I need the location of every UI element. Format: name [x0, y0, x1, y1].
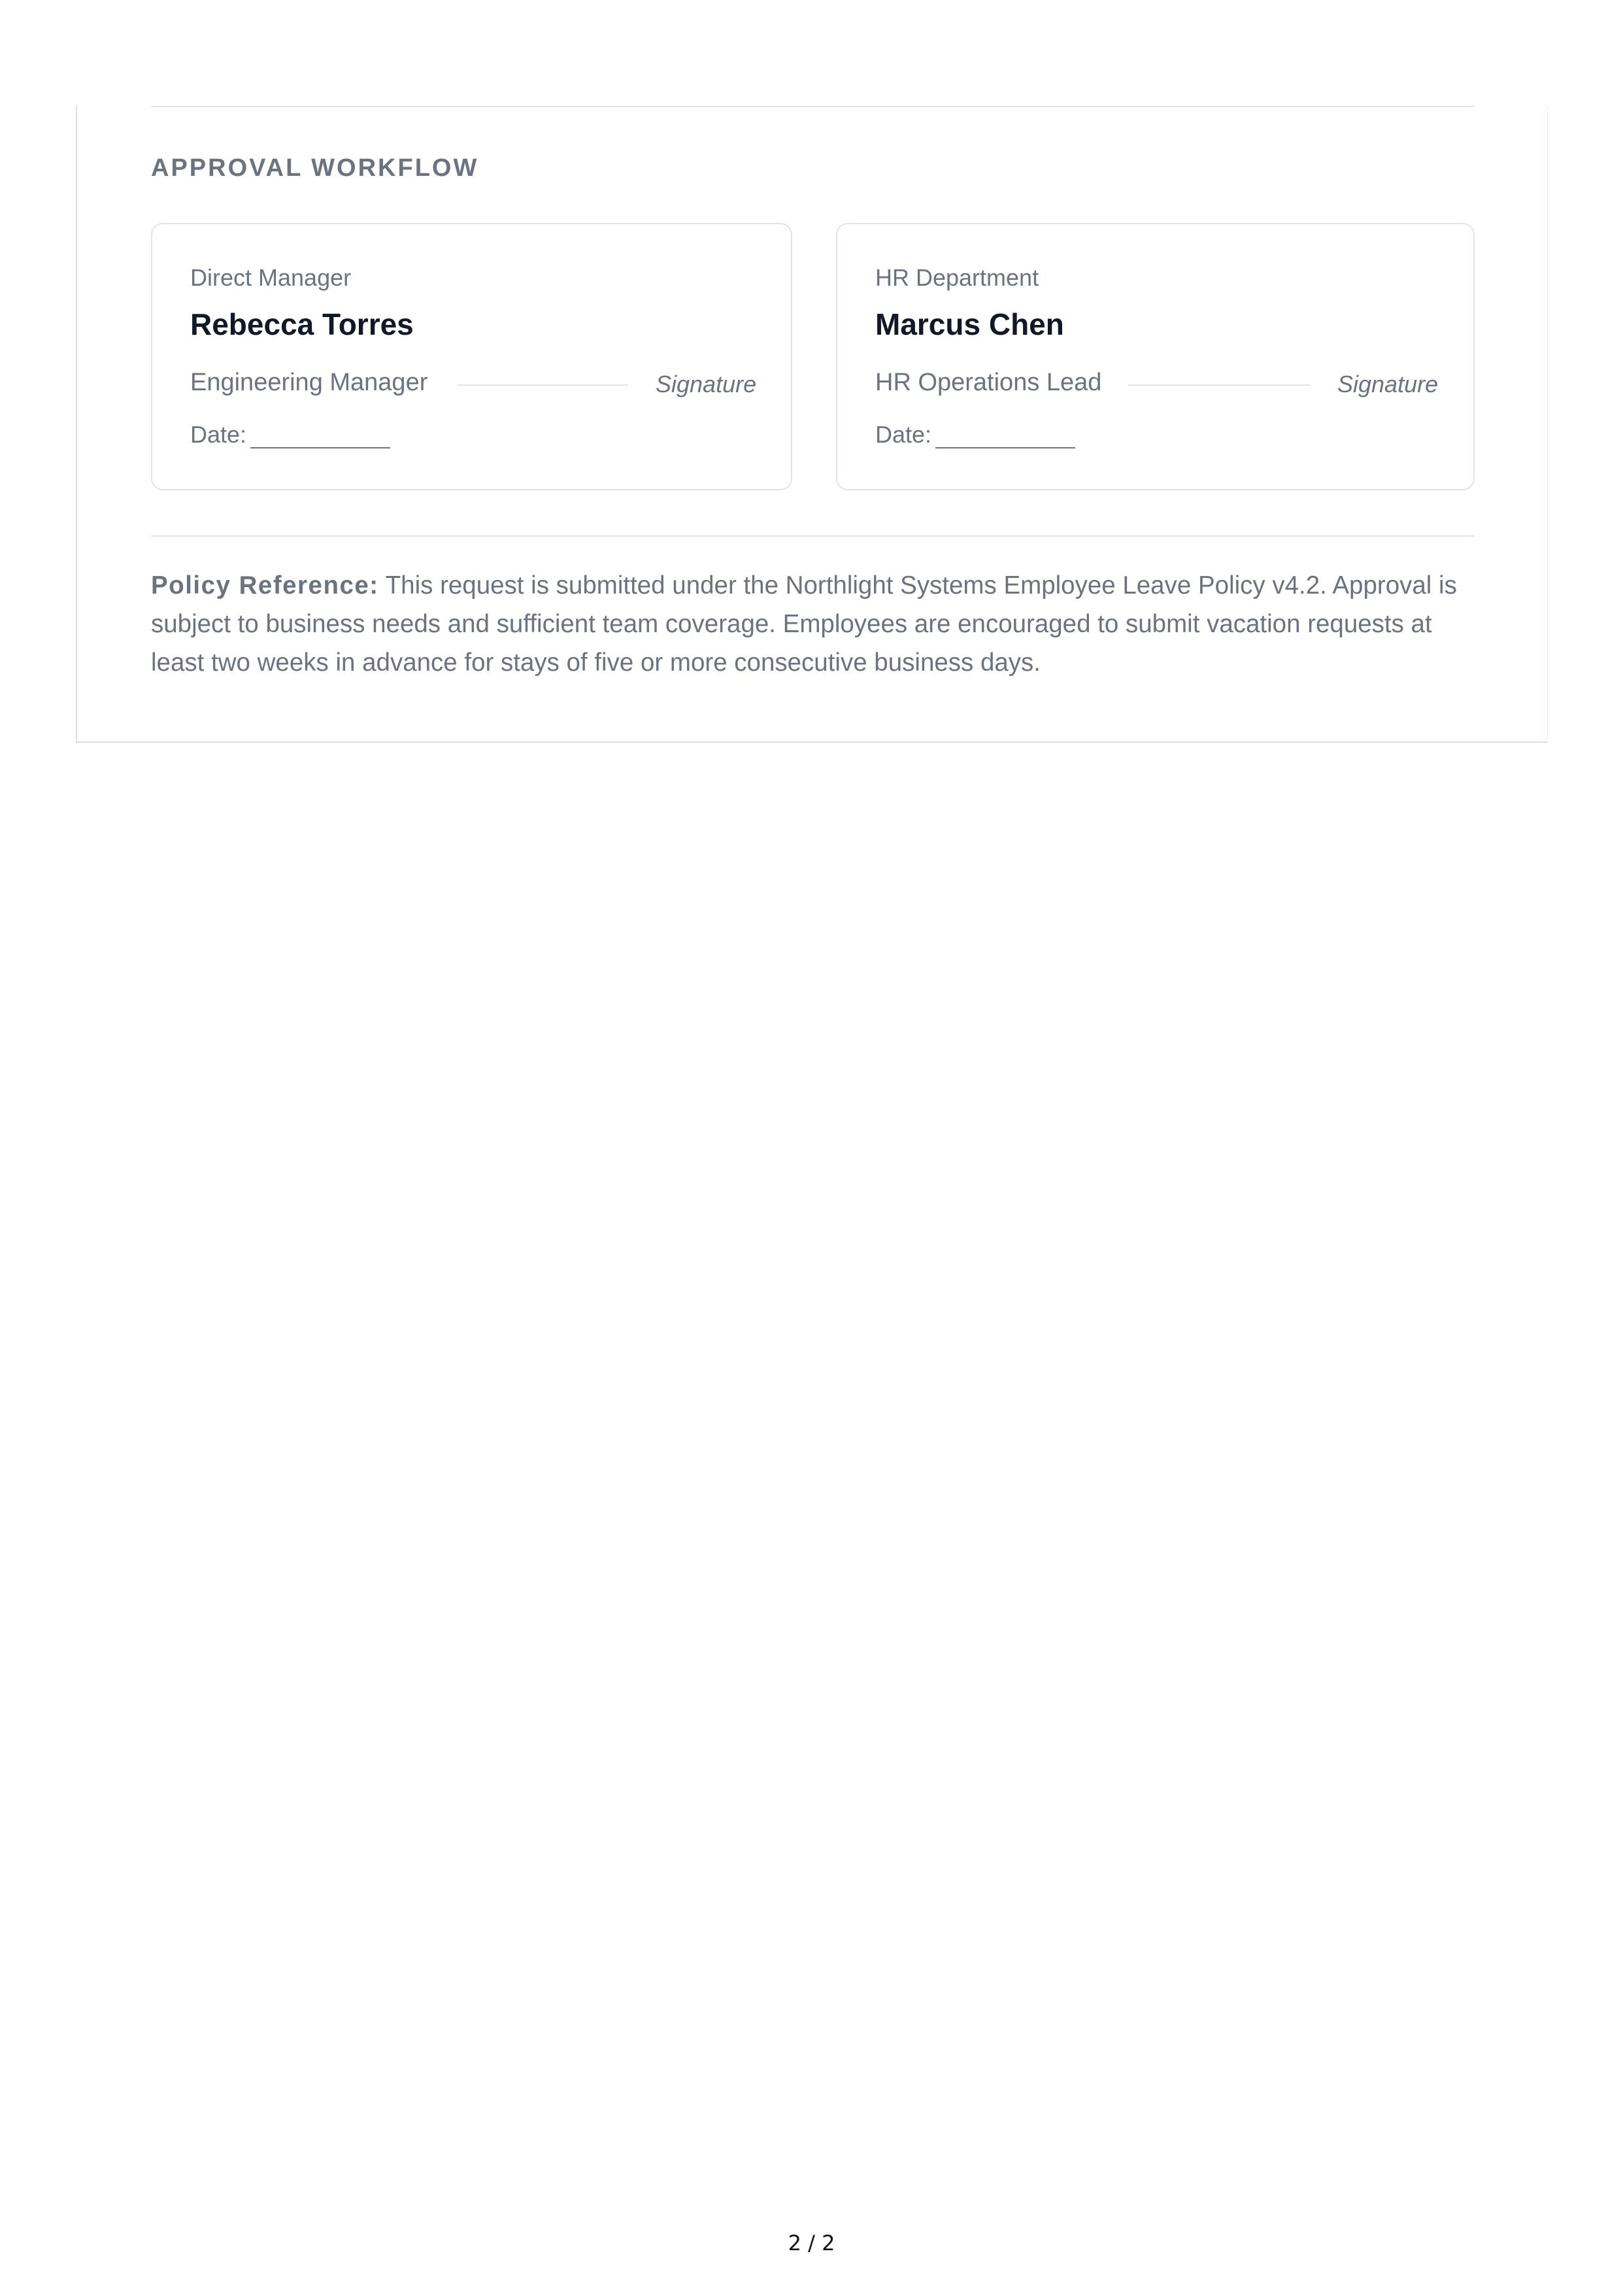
section-divider-policy	[151, 535, 1474, 537]
policy-reference-label: Policy Reference:	[151, 571, 379, 599]
date-row	[875, 421, 1075, 448]
section-divider-top	[151, 106, 1474, 107]
approver-card-hr	[836, 223, 1475, 490]
approver-title: HR Operations Lead	[875, 369, 1102, 396]
date-label: Date:	[875, 421, 932, 448]
approval-workflow-heading: APPROVAL WORKFLOW	[151, 154, 479, 182]
date-row	[190, 421, 390, 448]
date-blank-line	[935, 428, 1075, 448]
approver-title: Engineering Manager	[190, 369, 428, 396]
page-number: 2 / 2	[788, 2231, 835, 2255]
policy-reference	[151, 566, 1478, 682]
approver-role: HR Department	[875, 264, 1039, 291]
date-label: Date:	[190, 421, 247, 448]
date-blank-line	[250, 428, 390, 448]
approver-card-manager	[151, 223, 792, 490]
approver-name: Rebecca Torres	[190, 307, 414, 341]
signature-label: Signature	[1337, 371, 1439, 397]
policy-reference-text: This request is submitted under the Northlight Systems Employee Leave Policy v4.2. Approval is subject to business needs and sufficient team coverage. Employees are encouraged to submit vacation requests at least two weeks in advance for stays of five or more consecutive business days.	[151, 571, 1457, 677]
approver-role: Direct Manager	[190, 264, 352, 291]
signature-label: Signature	[656, 371, 757, 397]
approver-name: Marcus Chen	[875, 307, 1064, 341]
signature-line	[1128, 384, 1310, 386]
signature-line	[457, 384, 628, 386]
